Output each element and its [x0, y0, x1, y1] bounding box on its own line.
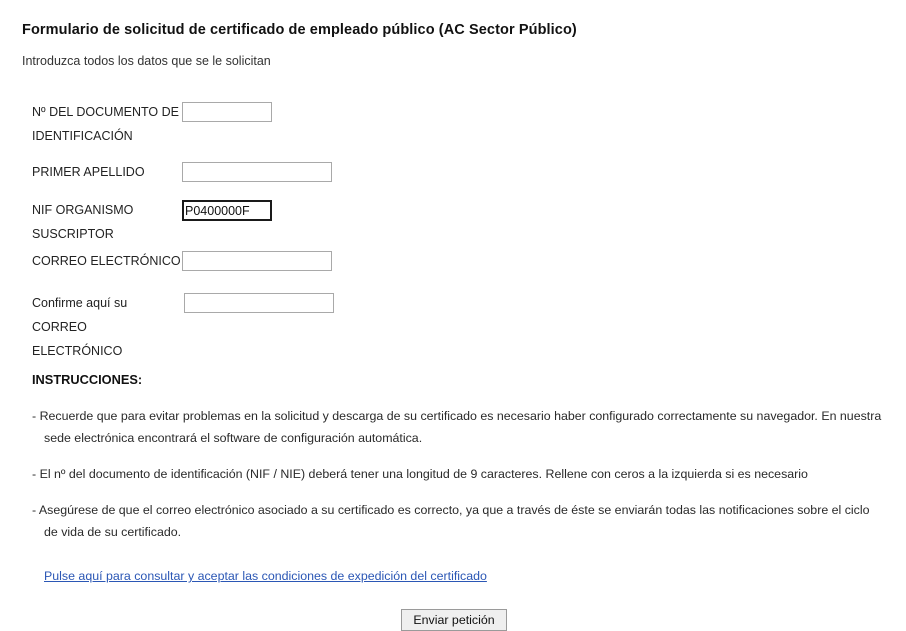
field-row-document-number — [32, 100, 886, 149]
submit-area — [22, 609, 886, 631]
form-subtitle: Introduzca todos los datos que se le solicitan — [22, 54, 271, 68]
first-surname-input[interactable] — [182, 162, 332, 182]
instructions-heading: INSTRUCCIONES: — [32, 372, 143, 387]
email-confirm-input[interactable] — [184, 293, 334, 313]
email-input[interactable] — [182, 251, 332, 271]
label-email-confirm — [32, 291, 184, 364]
label-nif-organismo-line1: NIF ORGANISMO — [32, 203, 134, 217]
label-nif-organismo-line2: SUSCRIPTOR — [32, 227, 114, 241]
page-title: Formulario de solicitud de certificado de empleado público (AC Sector Público) — [22, 22, 577, 38]
conditions-link[interactable]: Pulse aquí para consultar y aceptar las condiciones de expedición del certificado — [44, 569, 487, 583]
label-email-confirm-line2: ELECTRÓNICO — [32, 344, 123, 358]
field-row-email — [32, 249, 886, 273]
document-number-input[interactable] — [182, 102, 272, 122]
label-email: CORREO ELECTRÓNICO — [32, 254, 181, 268]
label-first-surname: PRIMER APELLIDO — [32, 165, 145, 179]
nif-organismo-input[interactable] — [182, 200, 272, 221]
list-item: - El nº del documento de identificación (NIF / NIE) deberá tener una longitud de 9 caracteres. Rellene con ceros a la izquierda si es necesario — [32, 467, 808, 481]
label-document-number — [32, 100, 182, 149]
label-email-confirm-line1: Confirme aquí su CORREO — [32, 296, 128, 334]
instructions-list — [22, 405, 886, 543]
spacer-3 — [32, 275, 886, 291]
field-row-email-confirm — [32, 291, 886, 364]
submit-button[interactable]: Enviar petición — [401, 609, 506, 631]
label-document-number-line2: IDENTIFICACIÓN — [32, 129, 133, 143]
field-row-first-surname — [32, 160, 886, 184]
field-row-nif-organismo — [32, 198, 886, 247]
label-nif-organismo — [32, 198, 182, 247]
label-document-number-line1: Nº DEL DOCUMENTO DE — [32, 105, 179, 119]
form-fields — [22, 100, 886, 364]
spacer-2 — [32, 186, 886, 198]
list-item: - Asegúrese de que el correo electrónico asociado a su certificado es correcto, ya que a través de éste se enviarán todas las notificaciones sobre el ciclo de vida de su certificado. — [32, 503, 870, 539]
spacer-1 — [32, 149, 886, 160]
list-item: - Recuerde que para evitar problemas en la solicitud y descarga de su certificado es necesario haber configurado correctamente su navegador. En nuestra sede electrónica encontrará el software de configuración automática. — [32, 409, 882, 445]
